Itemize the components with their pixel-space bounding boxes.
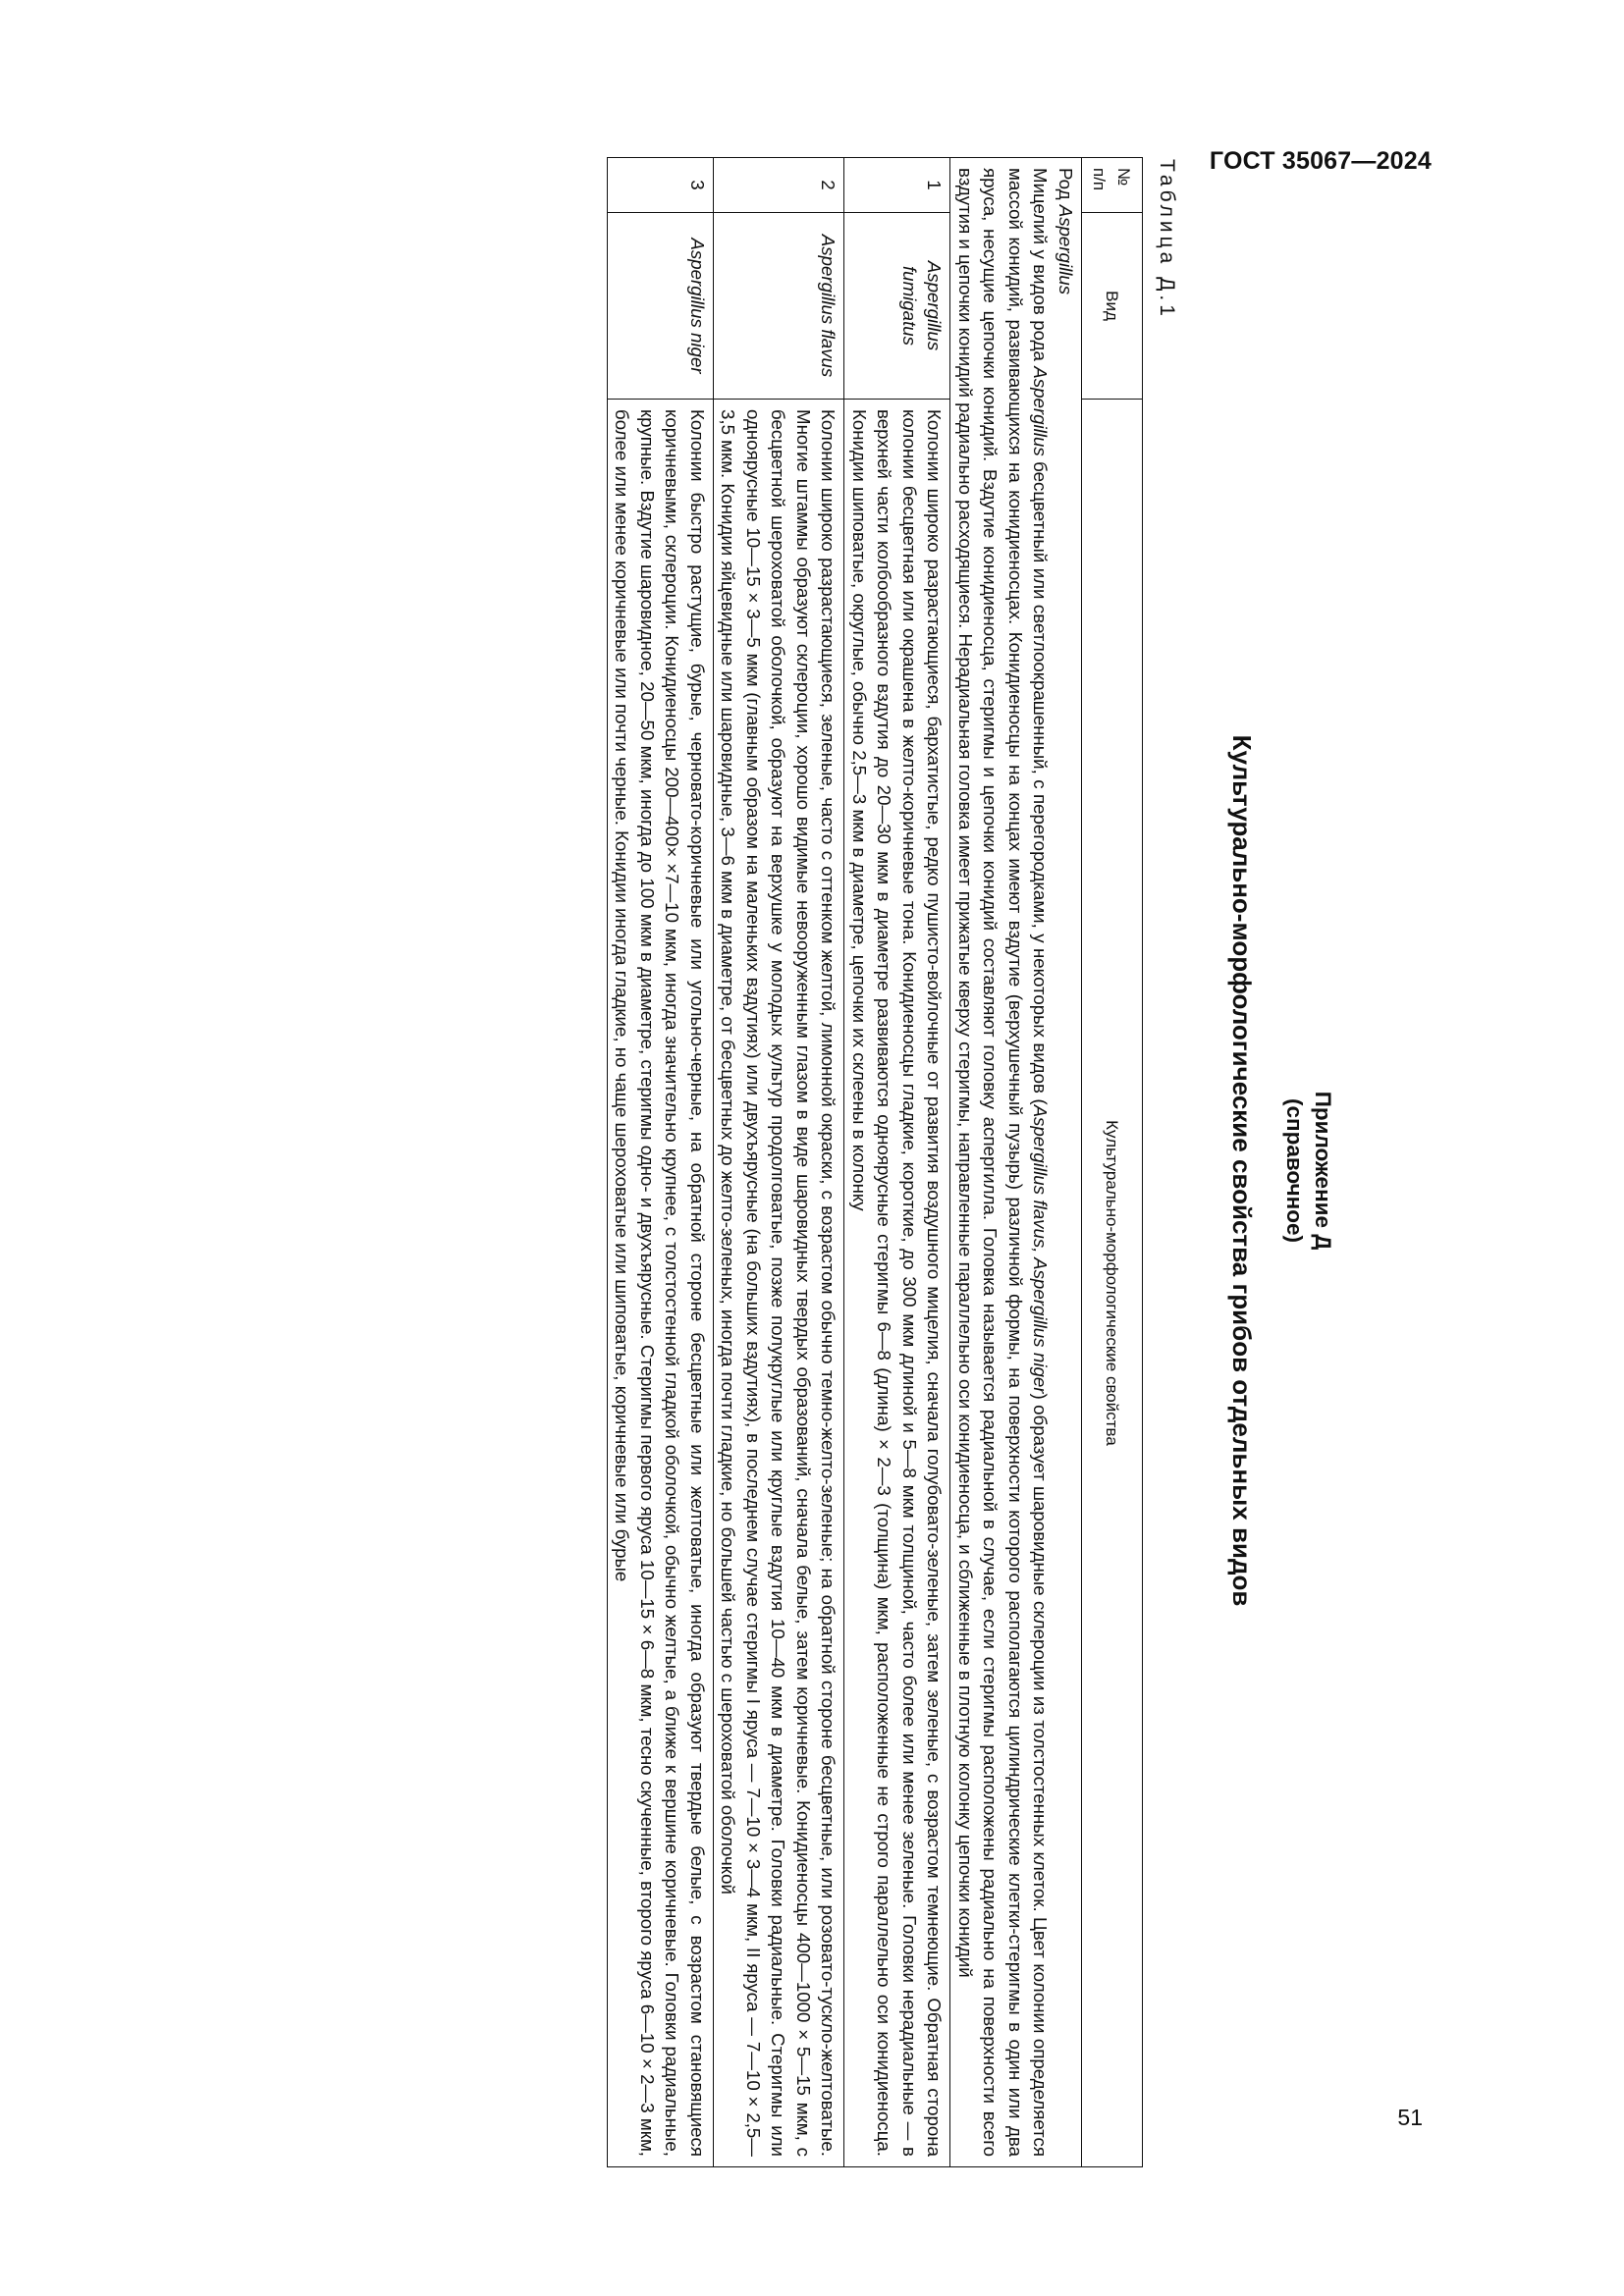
species-name: Aspergillus fumigatus [844, 213, 950, 400]
genus-description [950, 158, 1082, 2167]
header-species: Вид [1082, 213, 1143, 400]
row-number: 1 [844, 158, 950, 213]
species-description: Колонии быстро растущие, бурые, черновато-коричневые или угольно-черные, на обратной стороне бесцветные или желтоватые, иногда образуют твердые белые, с возрастом становящиеся коричневыми, склероции. Конидиеносцы 200—400× ×7—10 мкм, иногда значительно крупнее, с толстостенной гладкой оболочкой, обычно желтые, а ближе к вершине коричневые. Головки радиальные, крупные. Вздутие шаровидное, 20—50 мкм, иногда до 100 мкм в диаметре, стеригмы одно- и двухъярусные. Стеригмы первого яруса 10—15 × 6—8 мкм, тесно скученные, второго яруса 6—10 × 2—3 мкм, более или менее коричневые или почти черные. Конидии иногда гладкие, но чаще шероховатые или шиповатые, коричневые или бурые [608, 400, 714, 2167]
genus-title [1054, 168, 1079, 2157]
genus-name: Aspergillus [1056, 204, 1076, 295]
appendix-title: Приложение Д [1311, 1091, 1335, 1251]
properties-table [607, 157, 1143, 2167]
appendix-subtitle: (справочное) [1282, 1098, 1307, 1243]
row-number: 3 [608, 158, 714, 213]
genus-text-3: бесцветный или светлоокрашенный, с перегородками, у некоторых видов ( [1030, 455, 1052, 1105]
genus-text-1: Мицелий у видов рода [1030, 168, 1052, 367]
appendix-heading [1280, 157, 1337, 2184]
header-properties: Культурально-морфологические свойства [1082, 400, 1143, 2167]
table-caption: Таблица Д.1 [1156, 159, 1178, 320]
row-number: 2 [714, 158, 845, 213]
standard-number: ГОСТ 35067—2024 [1209, 147, 1432, 175]
genus-row [950, 158, 1082, 2167]
table-row [844, 158, 950, 2167]
species-name: Aspergillus niger [608, 213, 714, 400]
table-row [714, 158, 845, 2167]
table-row [608, 158, 714, 2167]
main-title: Культурально-морфологические свойства грибов отдельных видов [1227, 734, 1257, 1607]
genus-prefix: Род [1056, 168, 1076, 205]
genus-text-5: ) образует шаровидные склероции из толстостенных клеток. Цвет колонии определяется массой конидий, развивающихся на конидиеносцах. Конидиеносцы на концах имеют вздутие (верхушечный пузырь) различной формы, на поверхности которого располагаются цилиндрические клетки-стеригмы в один или два яруса, несущие цепочки конидий. Вздутие конидиеносца, стеригмы и цепочки конидий составляют головку аспергилла. Головка называется радиальной в случае, если стеригмы расположены радиально на поверхности всего вздутия и цепочки конидий радиально расходящиеся. Нерадиальная головка имеет прижатые кверху стеригмы, направленные параллельно оси конидиеносца, и сближенные в плотную колонку цепочки конидий [955, 168, 1052, 2157]
genus-text-2: Aspergillus [1030, 366, 1052, 456]
table-header-row [1082, 158, 1143, 2167]
genus-text-4: Aspergillus flavus, Aspergillus niger [1030, 1104, 1052, 1394]
species-name: Aspergillus flavus [714, 213, 845, 400]
page-number: 51 [1397, 2105, 1423, 2130]
species-description: Колонии широко разрастающиеся, зеленые, часто с оттенком желтой, лимонной окраски, с возрастом обычно темно-желто-зеленые; на обратной стороне бесцветные, или розовато-тускло-желтоватые. Многие штаммы образуют склероции, хорошо видимые невооруженным глазом в виде шаровидных твердых образований, сначала белые, затем коричневые. Конидиеносцы 400—1000 × 5—15 мкм, с бесцветной шероховатой оболочкой, образуют на верхушке у молодых культур продолговатые, позже полукруглые или круглые вздутия 10—40 мкм в диаметре. Головки радиальные. Стеригмы или одноярусные 10—15 × 3—5 мкм (главным образом на маленьких вздутиях) или двухъярусные (на больших вздутиях), в последнем случае стеригмы I яруса — 7—10 × 3—4 мкм, II яруса — 7—10 × 2,5—3,5 мкм. Конидии яйцевидные или шаровидные, 3—6 мкм в диаметре, от бесцветных до желто-зеленых, иногда почти гладкие, но большей частью с шероховатой оболочкой [714, 400, 845, 2167]
header-number: № п/п [1082, 158, 1143, 213]
rotated-page-content [287, 157, 1347, 2184]
species-description: Колонии широко разрастающиеся, бархатистые, редко пушисто-войлочные от развития воздушного мицелия, сначала голубовато-зеленые, затем зеленые, с возрастом темнеющие. Обратная сторона колонии бесцветная или окрашена в желто-коричневые тона. Конидиеносцы гладкие, короткие, до 300 мкм длиной и 5—8 мкм толщиной, часто более или менее зеленые. Головки нерадиальные — в верхней части колбообразного вздутия до 20—30 мкм в диаметре развиваются одноярусные стеригмы 6—8 (длина) × 2—3 (толщина) мкм, расположенные не строго параллельно оси конидиеносца. Конидии шиповатые, округлые, обычно 2,5—3 мкм в диаметре, цепочки их склеены в колонку [844, 400, 950, 2167]
